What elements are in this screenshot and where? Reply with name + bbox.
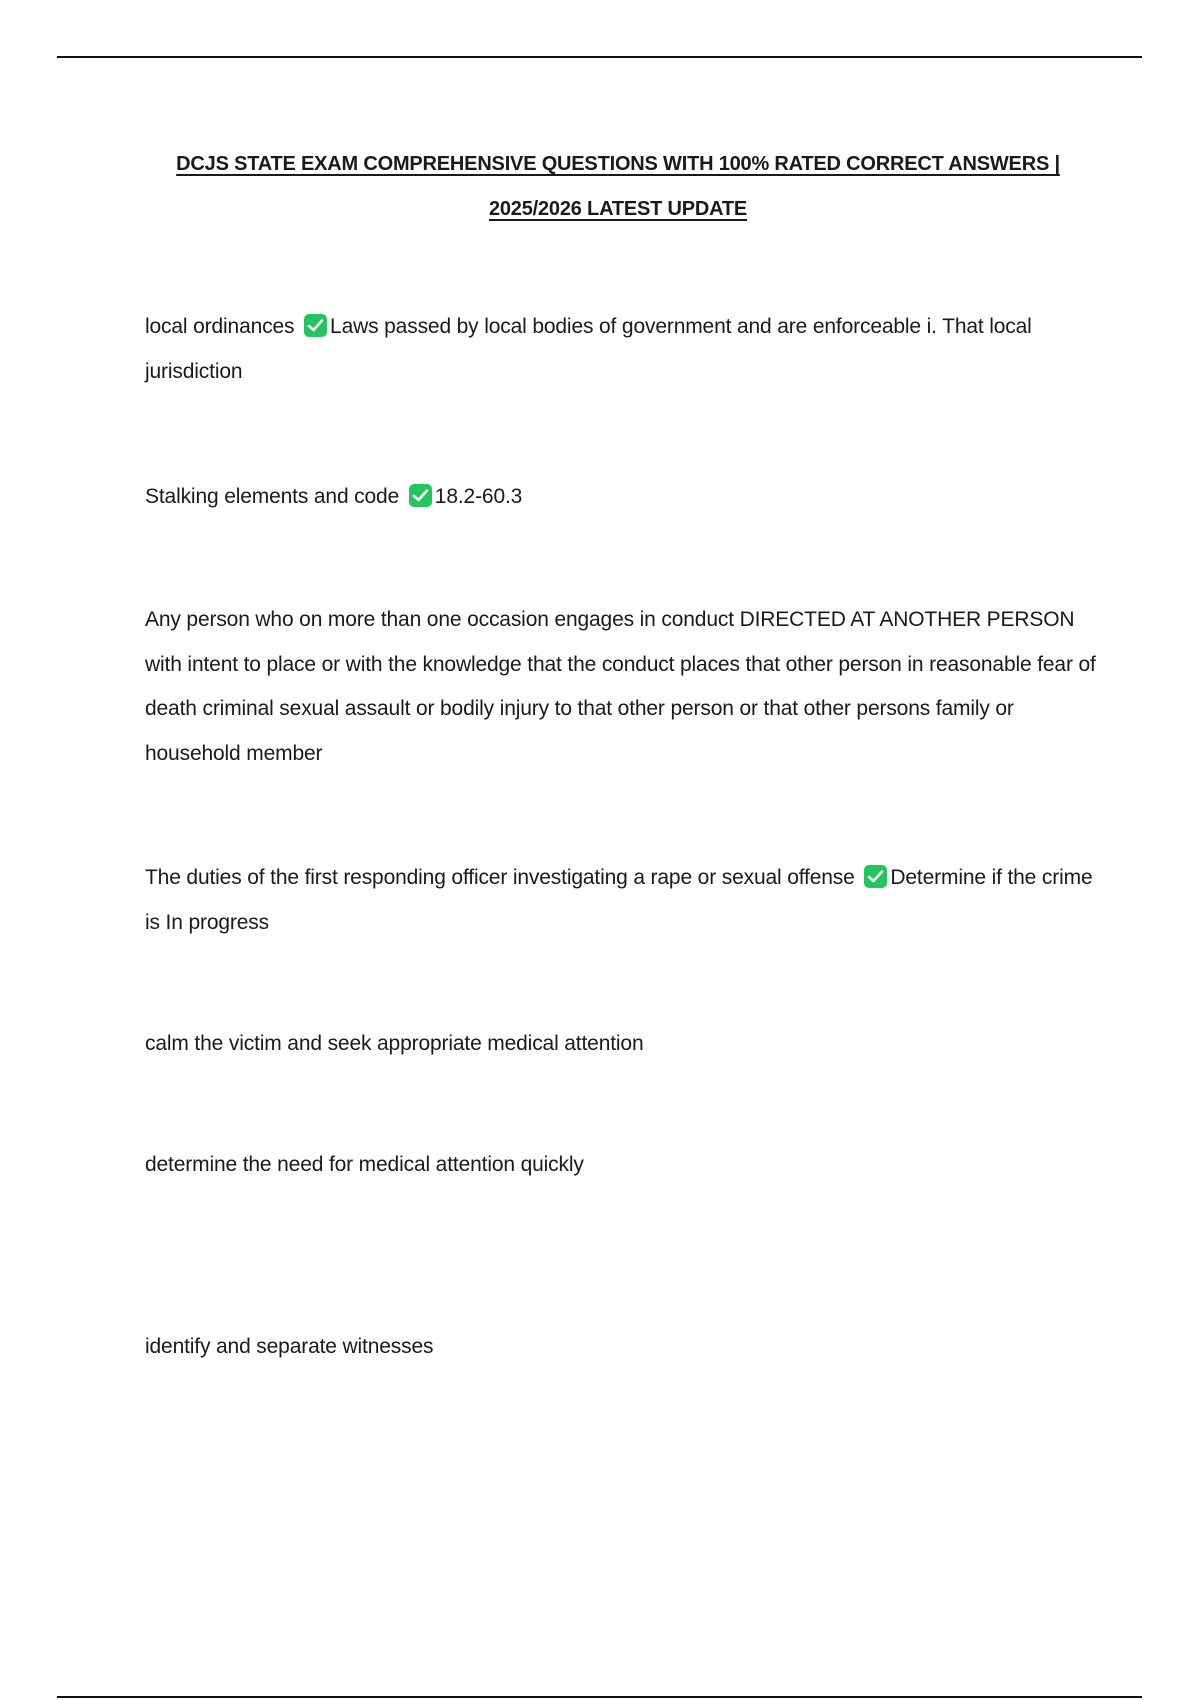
title-line-2: 2025/2026 LATEST UPDATE bbox=[488, 198, 748, 220]
stalking-definition-paragraph: Any person who on more than one occasion engages in conduct DIRECTED AT ANOTHER PERSON with intent to place or with the knowledge that the conduct places that other person in reasonable fear of death criminal sexual assault or bodily injury to that other person or that other persons family or household member bbox=[145, 608, 1096, 765]
qa-entry-local-ordinances bbox=[145, 305, 1100, 394]
page-title bbox=[120, 142, 1116, 232]
question-text: The duties of the first responding officer investigating a rape or sexual offense bbox=[145, 866, 855, 889]
answer-text: Determine if the crime is In progress bbox=[145, 866, 1093, 934]
list-item-medical-attention: determine the need for medical attention quickly bbox=[145, 1153, 584, 1176]
answer-text: 18.2-60.3 bbox=[434, 485, 523, 508]
list-item-witnesses: identify and separate witnesses bbox=[145, 1335, 434, 1358]
title-line-1: DCJS STATE EXAM COMPREHENSIVE QUESTIONS WITH 100% RATED CORRECT ANSWERS | bbox=[176, 153, 1060, 175]
check-mark-icon bbox=[304, 314, 327, 337]
question-text: local ordinances bbox=[145, 315, 295, 338]
qa-entry-first-responding-officer bbox=[145, 856, 1100, 945]
list-item-calm-victim: calm the victim and seek appropriate medical attention bbox=[145, 1032, 644, 1055]
check-mark-icon bbox=[864, 865, 887, 888]
check-mark-icon bbox=[409, 484, 432, 507]
question-text: Stalking elements and code bbox=[145, 485, 400, 508]
bottom-rule bbox=[57, 1696, 1142, 1698]
answer-text: Laws passed by local bodies of government and are enforceable i. That local jurisdiction bbox=[145, 315, 1032, 383]
top-rule bbox=[57, 56, 1142, 58]
qa-entry-stalking bbox=[145, 475, 1100, 520]
